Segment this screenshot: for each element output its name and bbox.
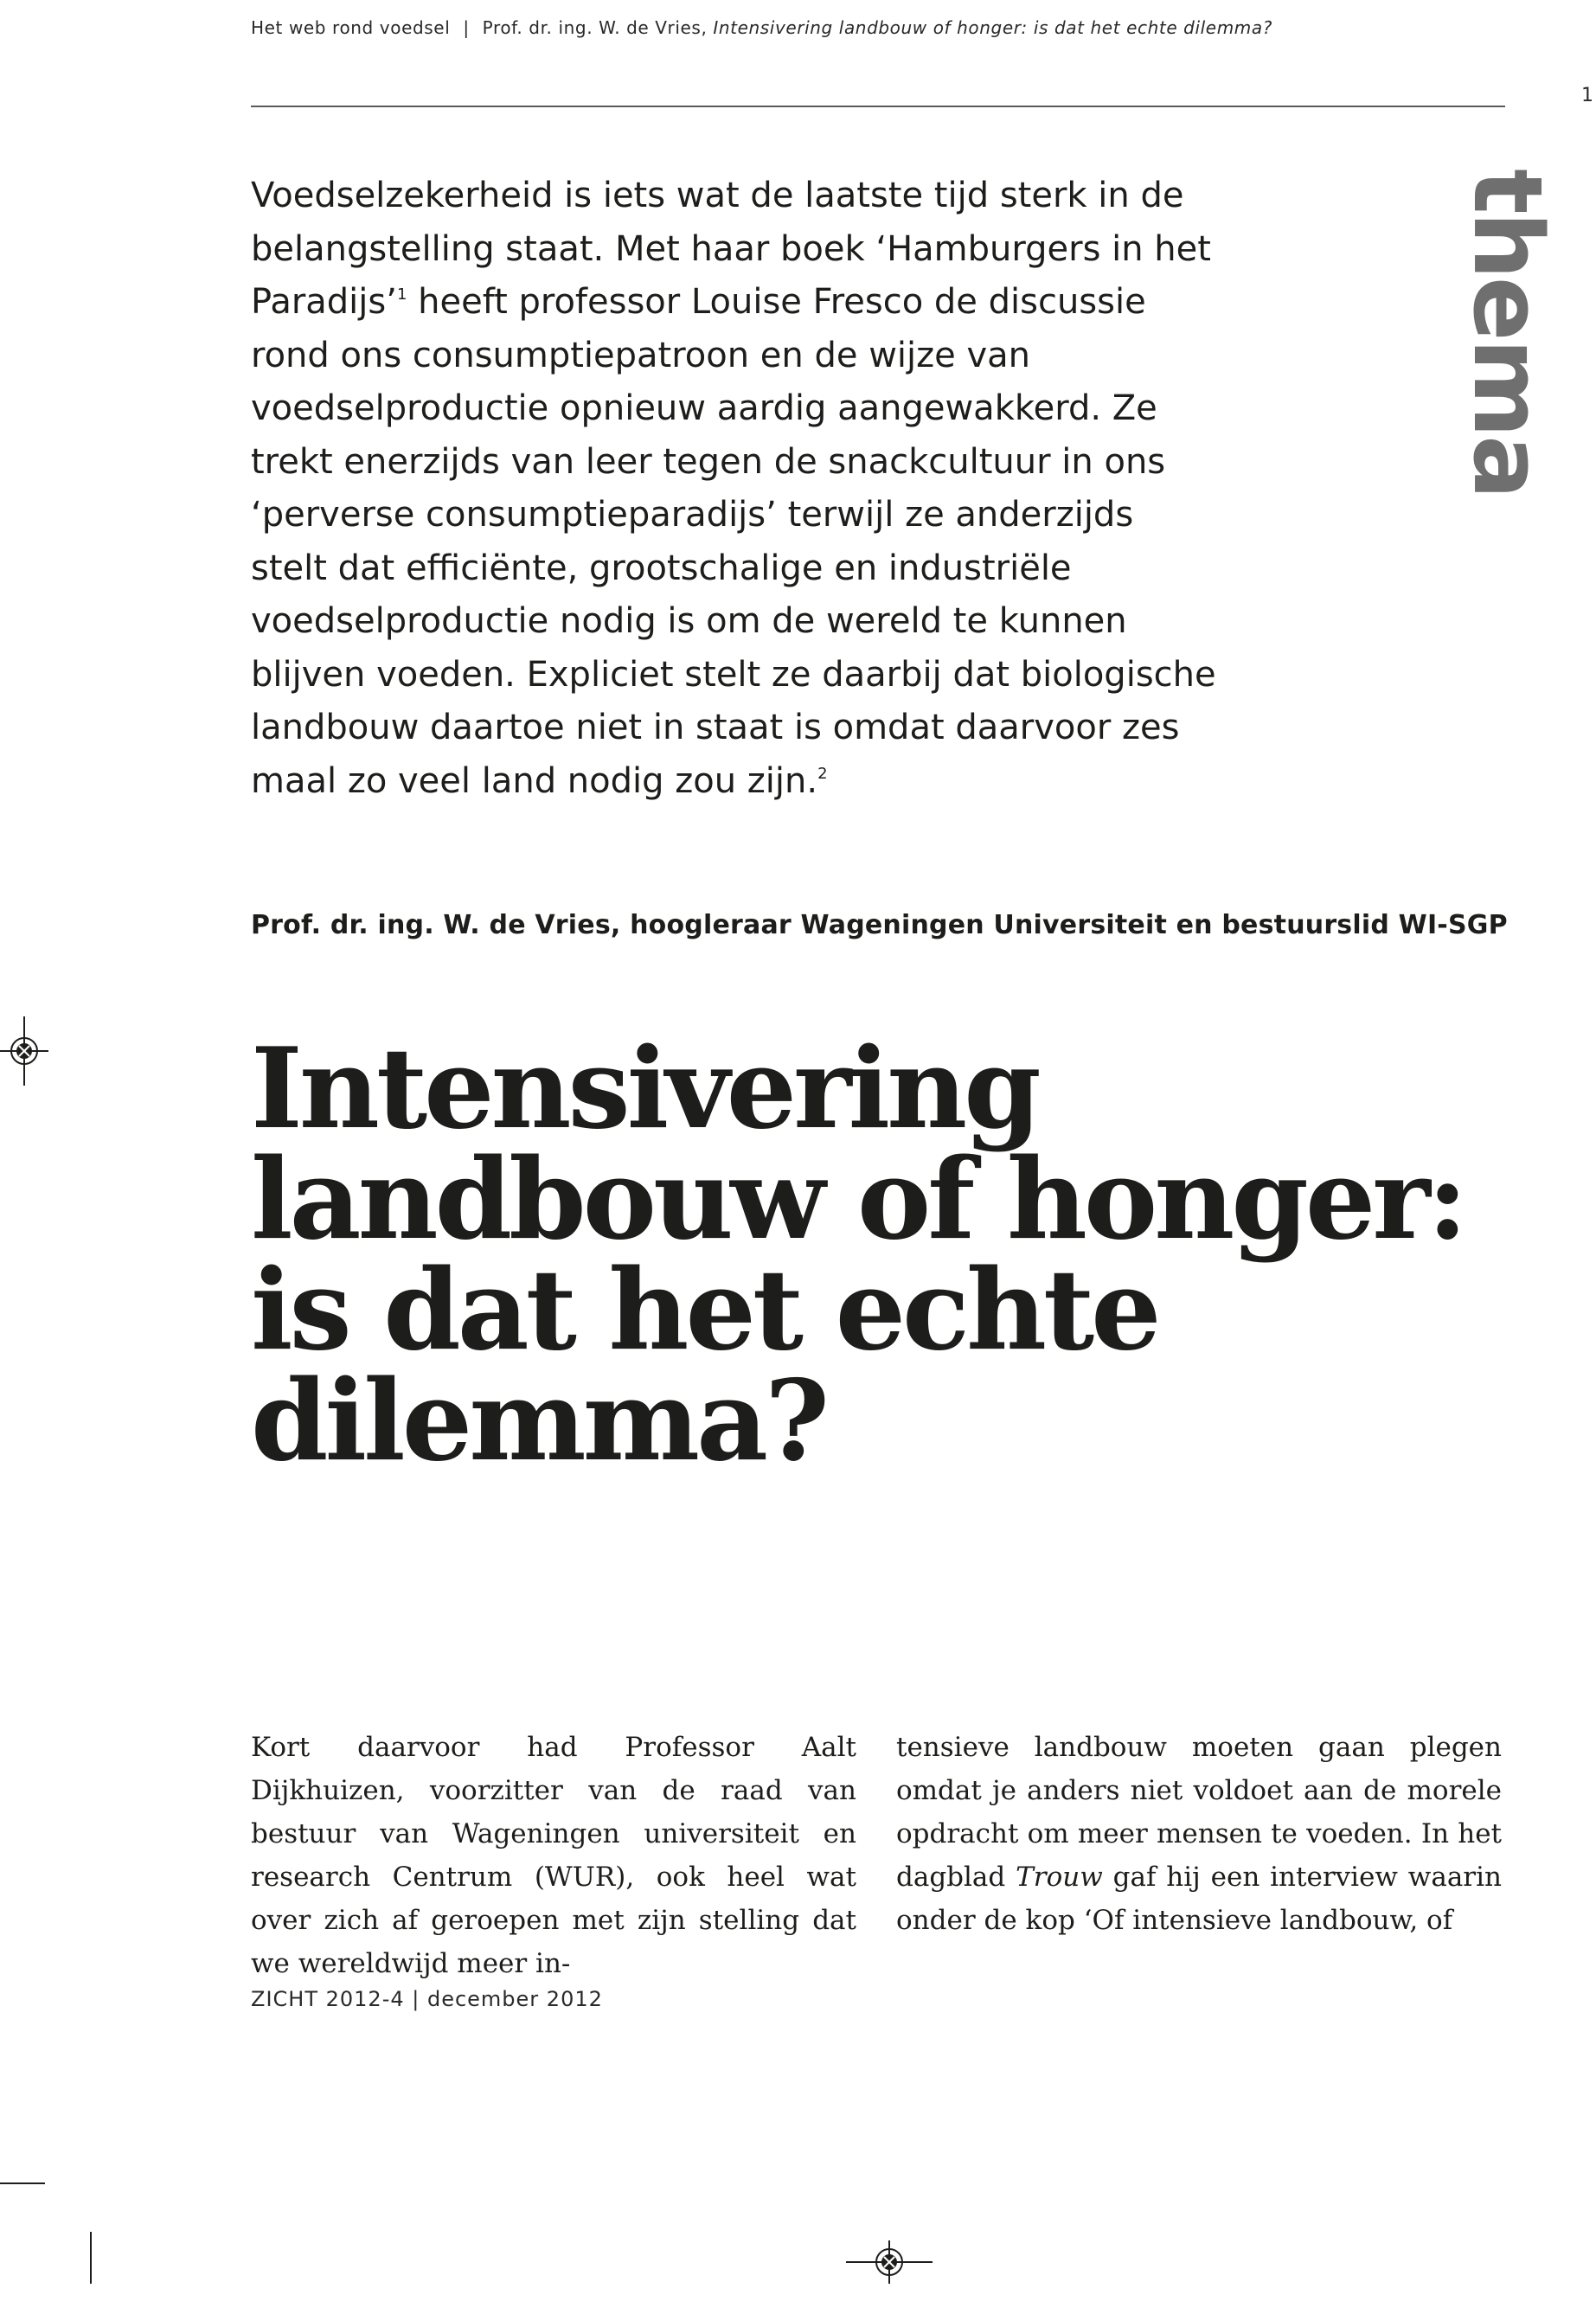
body-column-right: [896, 1726, 1502, 1942]
body-column-left: Kort daarvoor had Professor Aalt Dijkhuizen, voorzitter van de raad van bestuur van Wageningen universiteit en research Centrum (WUR), ook heel wat over zich af geroepen met zijn stelling dat we wereldwijd meer in-: [251, 1732, 856, 1979]
header-rule: [251, 106, 1505, 107]
intro-paragraph: [251, 170, 1220, 808]
author-byline: Prof. dr. ing. W. de Vries, hoogleraar Wageningen Universiteit en bestuurslid WI-SGP: [251, 910, 1508, 940]
title-line: Intensivering: [251, 1024, 1038, 1154]
footnote-ref-2: 2: [817, 764, 828, 783]
page-footer: ZICHT 2012-4 | december 2012: [251, 1987, 603, 2011]
registration-mark-bottom: [846, 2240, 933, 2284]
footnote-ref-1: 1: [396, 285, 407, 304]
body-right-text-2: gaf hij een interview waarin onder de kop ‘Of intensieve landbouw, of: [896, 1862, 1502, 1936]
registration-mark-left: [0, 1016, 48, 1086]
title-line: dilemma?: [251, 1356, 826, 1486]
section-label: thema: [1452, 169, 1563, 497]
title-line: is dat het echte: [251, 1246, 1158, 1375]
intro-text-part2: heeft professor Louise Fresco de discussie rond ons consumptiepatroon en de wijze van voedselproductie opnieuw aardig aangewakkerd. Ze trekt enerzijds van leer tegen de snackcultuur in ons ‘perverse consumptieparadijs’ terwijl ze anderzijds stelt dat efficiënte, grootschalige en industriële voedselproductie nodig is om de wereld te kunnen blijven voeden. Expliciet stelt ze daarbij dat biologische landbouw daartoe niet in staat is omdat daarvoor zes maal zo veel land nodig zou zijn.: [251, 282, 1216, 801]
header-author: Prof. dr. ing. W. de Vries,: [482, 17, 708, 38]
body-right-text-1: tensieve landbouw moeten gaan plegen omdat je anders niet voldoet aan de morele opdracht om meer mensen te voeden. In het dagblad: [896, 1732, 1502, 1893]
header-article-title: Intensivering landbouw of honger: is dat het echte dilemma?: [713, 17, 1272, 38]
crop-mark-vertical: [90, 2232, 92, 2284]
newspaper-name: Trouw: [1016, 1862, 1103, 1893]
crop-mark-horizontal: [0, 2182, 45, 2184]
page-number: 1: [1581, 85, 1593, 106]
title-line: landbouw of honger:: [251, 1135, 1465, 1265]
running-header: [251, 17, 1505, 38]
header-separator: |: [463, 17, 470, 38]
intro-text-part1: Voedselzekerheid is iets wat de laatste tijd sterk in de belangstelling staat. Met haar boek ‘Hamburgers in het Paradijs’: [251, 176, 1211, 322]
article-title: [251, 1024, 1465, 1486]
header-section: Het web rond voedsel: [251, 17, 451, 38]
